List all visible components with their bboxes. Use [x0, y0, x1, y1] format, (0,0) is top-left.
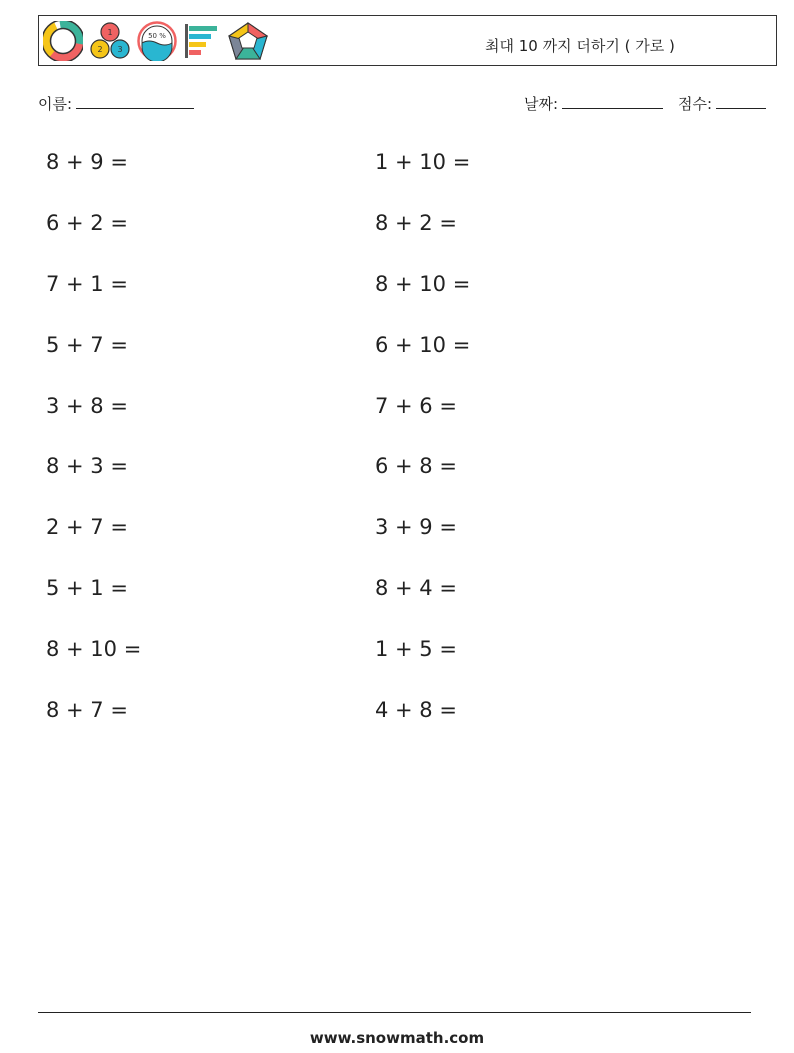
problem-left: 3 + 8 =: [46, 394, 128, 418]
pentagon-icon: [227, 21, 269, 61]
problem-left: 8 + 7 =: [46, 698, 128, 722]
problem-left: 2 + 7 =: [46, 515, 128, 539]
problem-right: 1 + 5 =: [375, 637, 457, 661]
problem-right: 4 + 8 =: [375, 698, 457, 722]
problem-right: 3 + 9 =: [375, 515, 457, 539]
score-blank-line[interactable]: [716, 94, 766, 109]
problem-left: 7 + 1 =: [46, 272, 128, 296]
score-field: [678, 93, 766, 114]
bar-chart-icon: [183, 21, 221, 61]
problem-right: 8 + 10 =: [375, 272, 471, 296]
problem-left: 5 + 1 =: [46, 576, 128, 600]
footer-url[interactable]: www.snowmath.com: [309, 1029, 485, 1047]
problem-left: 8 + 9 =: [46, 150, 128, 174]
name-field: [38, 93, 194, 114]
logo-percent-text: 50 %: [148, 32, 166, 40]
problem-left: 8 + 10 =: [46, 637, 142, 661]
page-title: 최대 10 까지 더하기 ( 가로 ): [485, 37, 675, 55]
problem-right: 8 + 4 =: [375, 576, 457, 600]
problem-right: 1 + 10 =: [375, 150, 471, 174]
date-blank-line[interactable]: [562, 94, 663, 109]
date-field: [524, 93, 663, 114]
worksheet-header: [38, 15, 777, 66]
logo-number-2: 2: [97, 45, 103, 54]
problem-right: 6 + 8 =: [375, 454, 457, 478]
name-label: 이름:: [38, 95, 73, 113]
problem-right: 7 + 6 =: [375, 394, 457, 418]
logo-number-3: 3: [117, 45, 123, 54]
logo-number-1: 1: [107, 28, 113, 37]
number-circles-icon: [89, 21, 131, 61]
percent-gauge-icon: [137, 21, 177, 61]
donut-chart-icon: [43, 21, 83, 61]
score-label: 점수:: [678, 95, 713, 113]
problem-left: 6 + 2 =: [46, 211, 128, 235]
footer-divider: [38, 1012, 751, 1013]
logo-strip: [43, 20, 269, 62]
problem-right: 8 + 2 =: [375, 211, 457, 235]
date-label: 날짜:: [524, 95, 559, 113]
problem-left: 5 + 7 =: [46, 333, 128, 357]
problem-right: 6 + 10 =: [375, 333, 471, 357]
name-blank-line[interactable]: [76, 94, 194, 109]
problem-left: 8 + 3 =: [46, 454, 128, 478]
